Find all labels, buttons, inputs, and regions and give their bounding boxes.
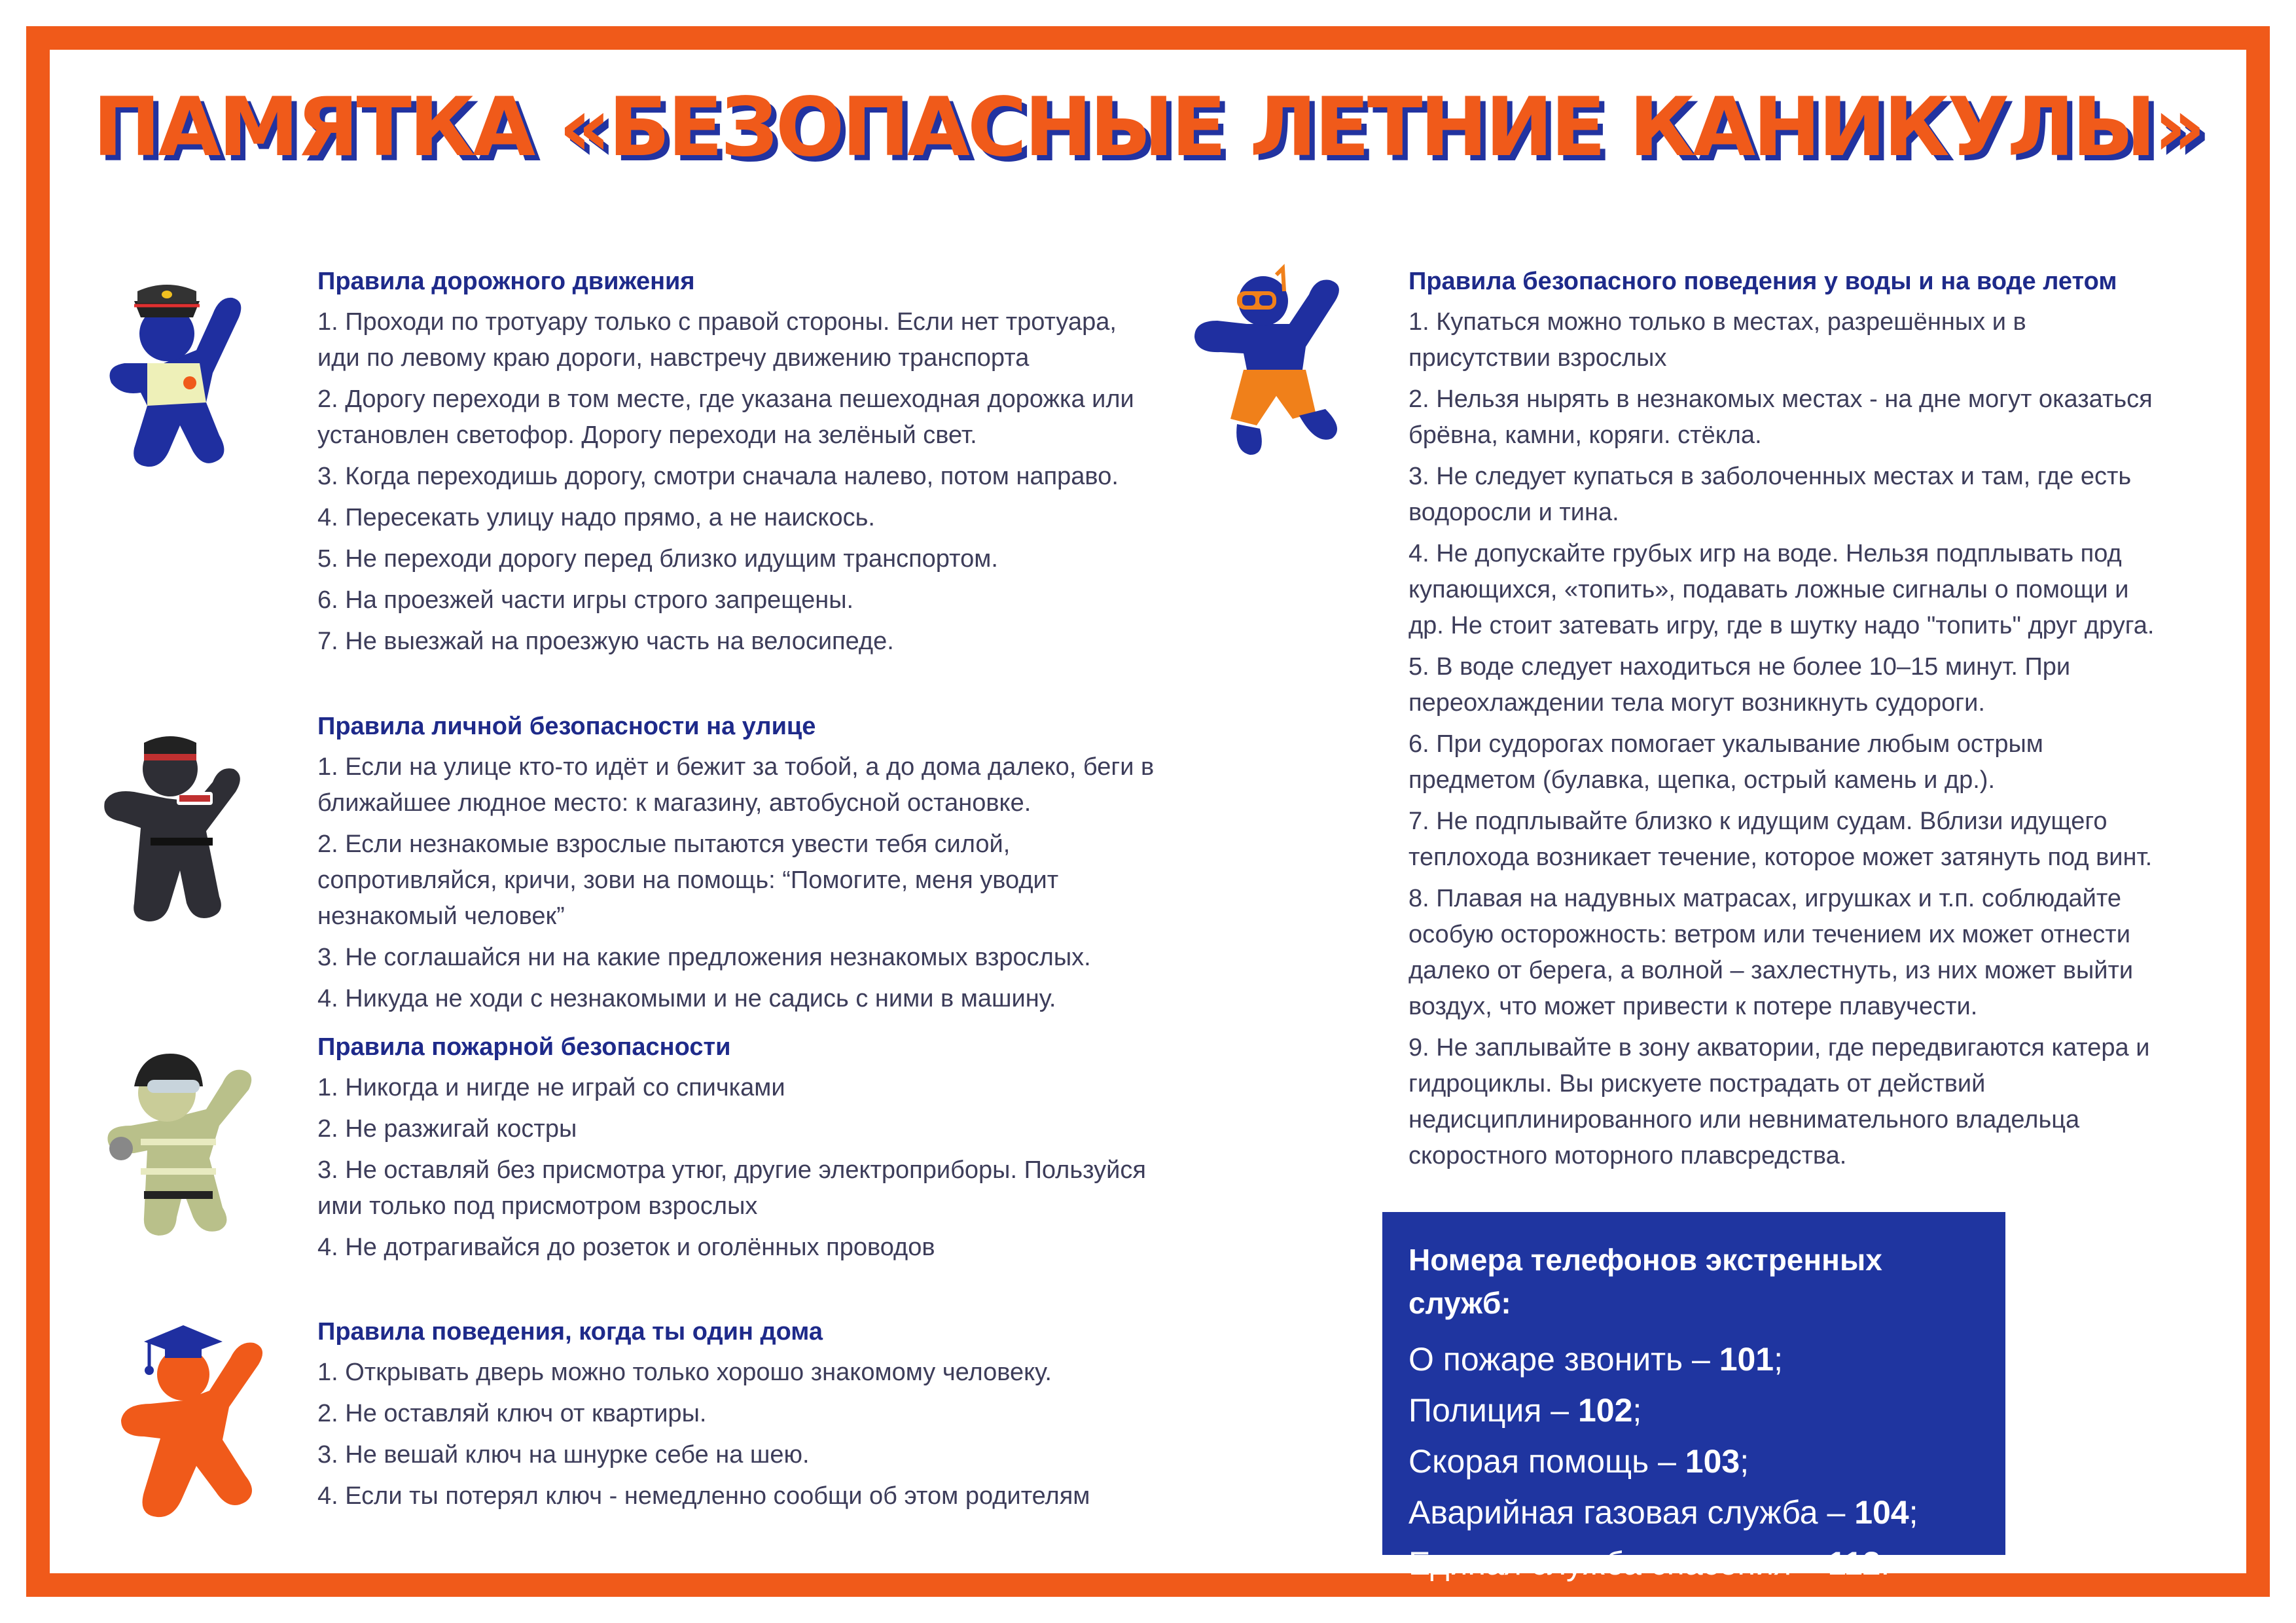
phone-label: О пожаре звонить – — [1408, 1341, 1719, 1378]
section-water-safety — [1408, 265, 2155, 1179]
rule-item: 6. При судорогах помогает укалывание любым острым предметом (булавка, щепка, острый камень и др.). — [1408, 730, 2043, 794]
rule-item: 3. Не следует купаться в заболоченных местах и там, где есть водоросли и тина. — [1408, 463, 2132, 526]
phone-number: 104 — [1854, 1494, 1909, 1531]
section-title: Правила безопасного поведения у воды и на воде летом — [1408, 268, 2117, 295]
rules-list — [317, 1355, 1162, 1514]
rule-item: 1. Проходи по тротуару только с правой стороны. Если нет тротуара, иди по левому краю дороги, навстречу движению транспорта — [317, 308, 1117, 372]
swimmer-figure-icon — [1185, 262, 1368, 465]
phone-label: Скорая помощь – — [1408, 1443, 1685, 1480]
rules-list — [317, 304, 1162, 660]
rule-item: 3. Когда переходишь дорогу, смотри сначала налево, потом направо. — [317, 463, 1119, 490]
rule-item: 4. Не допускайте грубых игр на воде. Нельзя подплывать под купающихся, «топить», подавать ложные сигналы о помощи и др. Не стоит затевать игру, где в шутку надо "топить" друг друга. — [1408, 540, 2155, 639]
rule-item: 7. Не подплывайте близко к идущим судам. Вблизи идущего теплохода возникает течение, которое может затянуть под винт. — [1408, 808, 2153, 871]
rule-item: 1. Если на улице кто-то идёт и бежит за тобой, а до дома далеко, беги в ближайшее людное место: к магазину, автобусной остановке. — [317, 753, 1155, 817]
section-title: Правила дорожного движения — [317, 268, 695, 295]
phone-line-rescue — [1408, 1538, 1979, 1589]
rule-item: 4. Если ты потерял ключ - немедленно сообщи об этом родителям — [317, 1482, 1090, 1510]
phone-label: Аварийная газовая служба – — [1408, 1494, 1855, 1531]
phone-line-ambulance — [1408, 1436, 1979, 1487]
emergency-phones-panel — [1382, 1212, 2005, 1582]
rule-item: 6. На проезжей части игры строго запрещены. — [317, 586, 854, 614]
rule-item: 5. В воде следует находиться не более 10–15 минут. При переохлаждении тела могут возникнуть судороги. — [1408, 653, 2071, 717]
phone-label: Полиция – — [1408, 1392, 1578, 1429]
section-home-alone — [317, 1315, 1162, 1520]
phone-end: ; — [1632, 1392, 1642, 1429]
section-title: Правила пожарной безопасности — [317, 1033, 731, 1061]
page-title: ПАМЯТКА «БЕЗОПАСНЫЕ ЛЕТНИЕ КАНИКУЛЫ» — [92, 80, 2204, 175]
rule-item: 5. Не переходи дорогу перед близко идущим транспортом. — [317, 545, 998, 573]
rule-item: 7. Не выезжай на проезжую часть на велосипеде. — [317, 628, 894, 655]
phone-label: Единая служба спасения – — [1408, 1545, 1828, 1582]
firefighter-figure-icon — [85, 1027, 268, 1243]
phone-end: ; — [1774, 1341, 1784, 1378]
rules-list — [1408, 304, 2155, 1174]
phones-title: Номера телефонов экстренных служб: — [1408, 1243, 1882, 1320]
rules-list — [317, 749, 1162, 1017]
rules-list — [317, 1070, 1162, 1266]
section-road-rules — [317, 265, 1162, 665]
rule-item: 2. Дорогу переходи в том месте, где указана пешеходная дорожка или установлен светофор. Дорогу переходи на зелёный свет. — [317, 385, 1134, 449]
rule-item: 8. Плавая на надувных матрасах, игрушках и т.п. соблюдайте особую осторожность: ветром или течением их может отнести далеко от берега, а волной – захлестнуть, из них может выйти воздух, что может привести к потере плавучести. — [1408, 885, 2134, 1020]
rule-item: 1. Купаться можно только в местах, разрешённых и в присутствии взрослых — [1408, 308, 2026, 372]
phone-number: 103 — [1685, 1443, 1740, 1480]
section-title: Правила поведения, когда ты один дома — [317, 1318, 823, 1346]
rule-item: 3. Не соглашайся ни на какие предложения незнакомых взрослых. — [317, 944, 1091, 971]
section-title: Правила личной безопасности на улице — [317, 713, 816, 740]
section-fire-safety — [317, 1031, 1162, 1271]
police-figure-icon — [88, 713, 265, 929]
phone-end: ; — [1909, 1494, 1918, 1531]
section-street-safety — [317, 710, 1162, 1022]
rule-item: 3. Не оставляй без присмотра утюг, другие электроприборы. Пользуйся ими только под присмотром взрослых — [317, 1156, 1146, 1220]
phone-line-gas — [1408, 1487, 1979, 1538]
rule-item: 3. Не вешай ключ на шнурке себе на шею. — [317, 1441, 810, 1469]
phone-number: 112 — [1827, 1545, 1881, 1582]
rule-item: 9. Не заплывайте в зону акватории, где передвигаются катера и гидроциклы. Вы рискуете пострадать от действий недисциплинированного или невнимательного владельца скоростного моторного плавсредства. — [1408, 1034, 2150, 1169]
rule-item: 2. Не оставляй ключ от квартиры. — [317, 1400, 707, 1427]
phone-number: 101 — [1719, 1341, 1774, 1378]
rule-item: 4. Никуда не ходи с незнакомыми и не садись с ними в машину. — [317, 985, 1056, 1012]
rule-item: 4. Пересекать улицу надо прямо, а не наискось. — [317, 504, 875, 531]
phone-end: . — [1880, 1545, 1890, 1582]
rule-item: 2. Если незнакомые взрослые пытаются увести тебя силой, сопротивляйся, кричи, зови на помощь: “Помогите, меня уводит незнакомый человек” — [317, 830, 1059, 930]
student-figure-icon — [92, 1309, 281, 1525]
phone-line-fire — [1408, 1334, 1979, 1385]
rule-item: 2. Нельзя нырять в незнакомых местах - на дне могут оказаться брёвна, камни, коряги. стёкла. — [1408, 385, 2153, 449]
traffic-police-figure-icon — [85, 265, 268, 481]
phone-number: 102 — [1577, 1392, 1633, 1429]
rule-item: 2. Не разжигай костры — [317, 1115, 577, 1143]
rule-item: 1. Открывать дверь можно только хорошо знакомому человеку. — [317, 1359, 1052, 1386]
phone-line-police — [1408, 1385, 1979, 1436]
rule-item: 4. Не дотрагивайся до розеток и оголённых проводов — [317, 1234, 935, 1261]
phone-end: ; — [1740, 1443, 1749, 1480]
rule-item: 1. Никогда и нигде не играй со спичками — [317, 1074, 785, 1101]
